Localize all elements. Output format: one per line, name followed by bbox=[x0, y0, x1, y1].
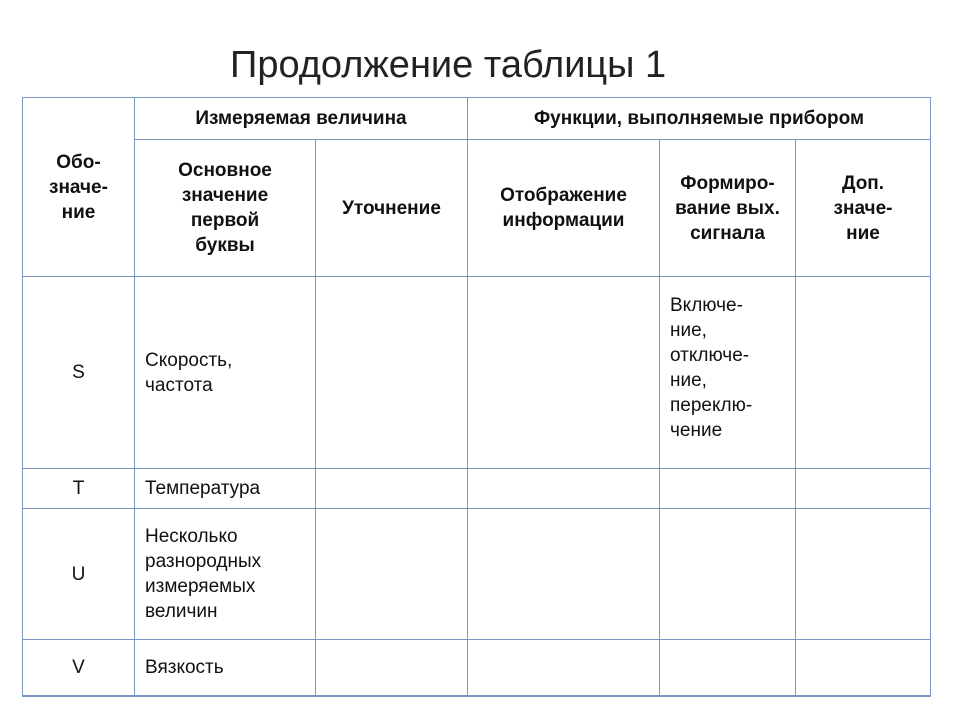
row-meaning: Скорость, частота bbox=[135, 277, 316, 469]
row-output-signal: Включе- ние, отключе- ние, переклю- чение bbox=[660, 277, 796, 469]
row-refinement bbox=[316, 277, 468, 469]
header-additional: Доп. значе- ние bbox=[796, 140, 931, 277]
table-row bbox=[23, 640, 931, 696]
row-additional bbox=[796, 277, 931, 469]
row-code: S bbox=[23, 277, 135, 469]
page-title: Продолжение таблицы 1 bbox=[230, 44, 667, 86]
table-row bbox=[23, 277, 931, 469]
table-row bbox=[23, 469, 931, 509]
header-output-signal: Формиро- вание вых. сигнала bbox=[660, 140, 796, 277]
row-output-signal bbox=[660, 469, 796, 509]
header-refinement: Уточнение bbox=[316, 140, 468, 277]
designation-table bbox=[22, 97, 931, 697]
row-output-signal bbox=[660, 640, 796, 696]
header-first-letter: Основное значение первой буквы bbox=[135, 140, 316, 277]
row-code: U bbox=[23, 509, 135, 640]
row-refinement bbox=[316, 640, 468, 696]
row-code: T bbox=[23, 469, 135, 509]
row-additional bbox=[796, 509, 931, 640]
header-display: Отображение информации bbox=[468, 140, 660, 277]
row-refinement bbox=[316, 509, 468, 640]
header-group-functions: Функции, выполняемые прибором bbox=[468, 98, 931, 140]
row-output-signal bbox=[660, 509, 796, 640]
table-row bbox=[23, 509, 931, 640]
row-additional bbox=[796, 469, 931, 509]
row-meaning: Температура bbox=[135, 469, 316, 509]
row-meaning: Вязкость bbox=[135, 640, 316, 696]
row-meaning: Несколько разнородных измеряемых величин bbox=[135, 509, 316, 640]
row-display bbox=[468, 640, 660, 696]
row-display bbox=[468, 277, 660, 469]
row-display bbox=[468, 469, 660, 509]
row-code: V bbox=[23, 640, 135, 696]
row-display bbox=[468, 509, 660, 640]
row-refinement bbox=[316, 469, 468, 509]
header-group-measured: Измеряемая величина bbox=[135, 98, 468, 140]
header-designation: Обо- значе- ние bbox=[23, 98, 135, 277]
row-additional bbox=[796, 640, 931, 696]
